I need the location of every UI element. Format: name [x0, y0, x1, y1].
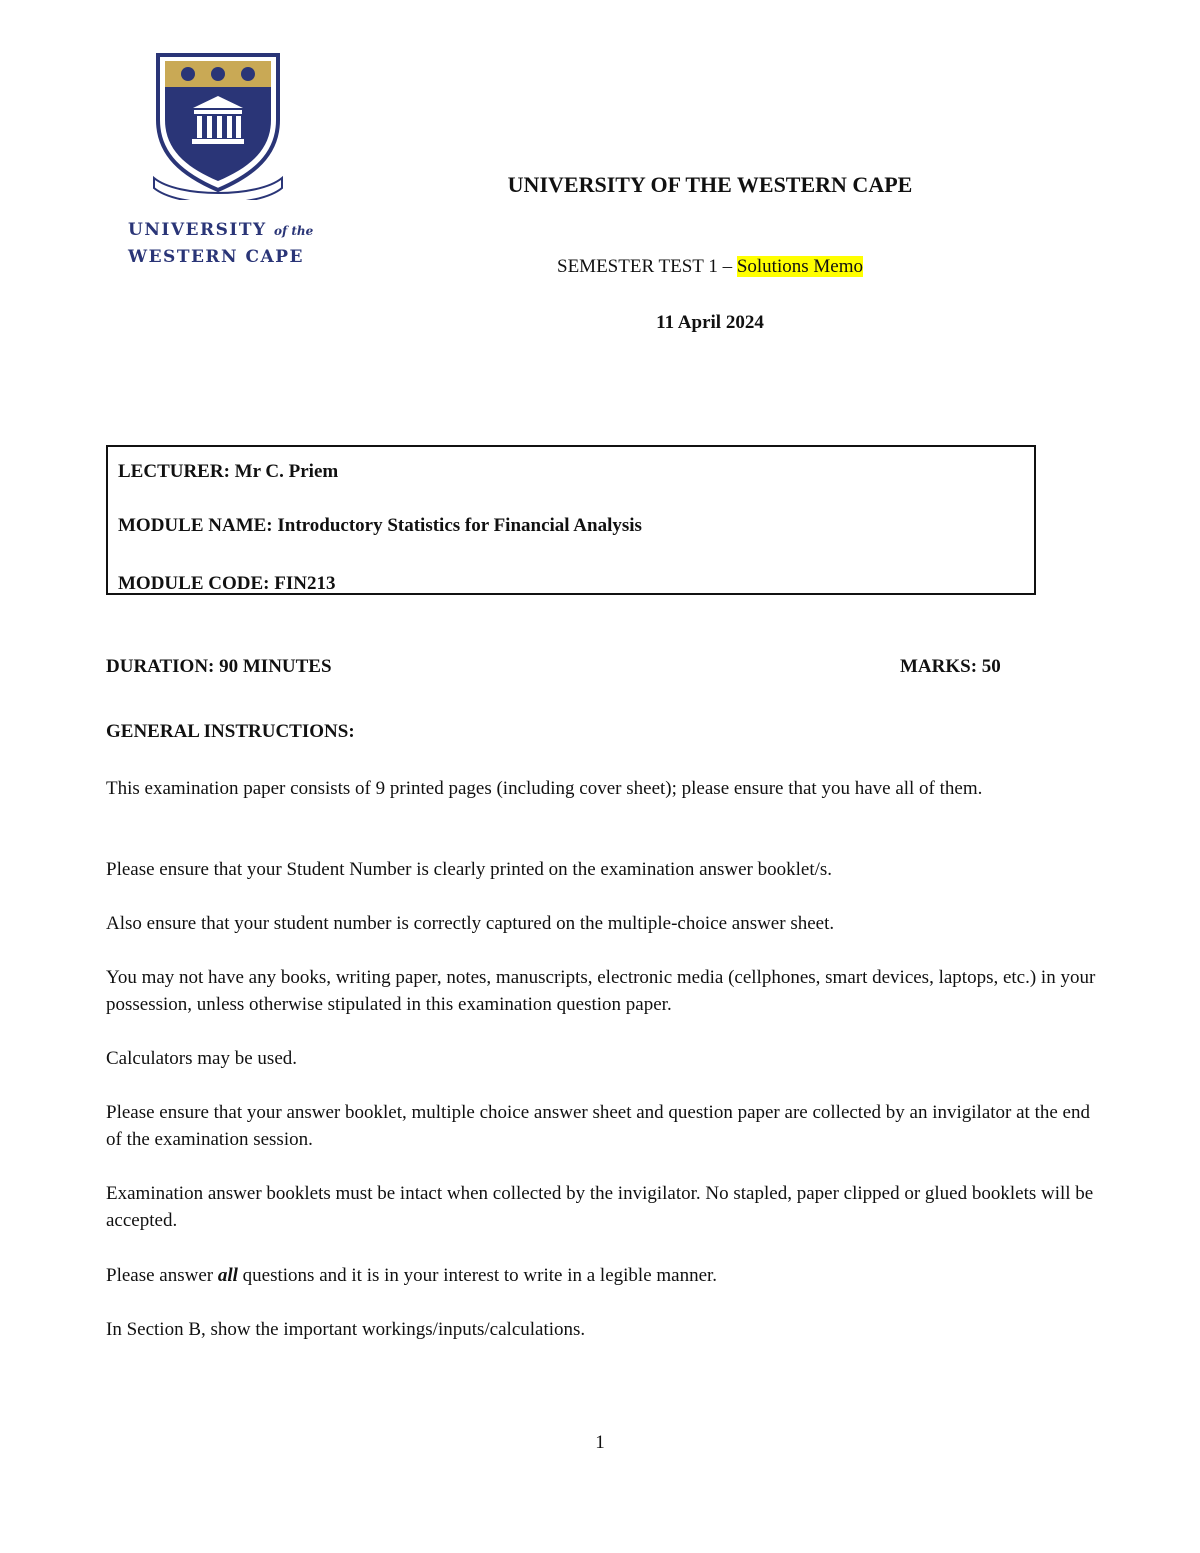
duration-label: DURATION: 90 MINUTES [106, 656, 332, 677]
logo-name-line1-suffix: of the [274, 224, 314, 238]
instruction-paragraph: Examination answer booklets must be intact when collected by the invigilator. No stapled, paper clipped or glued booklets will be accepted. [106, 1183, 1094, 1231]
p8-emphasis: all [217, 1265, 238, 1286]
instruction-paragraph: This examination paper consists of 9 printed pages (including cover sheet); please ensure that you have all of them. [106, 778, 983, 799]
page-number: 1 [595, 1432, 605, 1453]
logo-name-line1: UNIVERSITY [128, 220, 267, 240]
lecturer-line: LECTURER: Mr C. Priem [118, 461, 339, 482]
module-name-line: MODULE NAME: Introductory Statistics for Financial Analysis [118, 515, 642, 536]
instruction-paragraph: In Section B, show the important workings/inputs/calculations. [106, 1319, 586, 1340]
instruction-paragraph: Also ensure that your student number is correctly captured on the multiple-choice answer sheet. [106, 913, 835, 934]
module-code-line: MODULE CODE: FIN213 [118, 573, 336, 594]
instruction-paragraph: Please ensure that your answer booklet, multiple choice answer sheet and question paper are collected by an invigilator at the end of the examination session. [106, 1102, 1090, 1150]
p8-prefix: Please answer [106, 1265, 218, 1286]
marks-label: MARKS: 50 [900, 656, 1001, 677]
instruction-paragraph [106, 1262, 1106, 1289]
university-logo [128, 50, 313, 270]
subtitle-highlight: Solutions Memo [736, 256, 863, 277]
test-date: 11 April 2024 [656, 312, 764, 333]
p8-suffix: questions and it is in your interest to write in a legible manner. [237, 1265, 718, 1286]
instruction-paragraph: You may not have any books, writing paper, notes, manuscripts, electronic media (cellphones, smart devices, laptops, etc.) in your possession, unless otherwise stipulated in this examination question paper. [106, 967, 1096, 1015]
page-subtitle [0, 256, 1200, 278]
logo-name-line2: WESTERN CAPE [128, 247, 304, 267]
instructions-heading: GENERAL INSTRUCTIONS: [106, 721, 355, 742]
module-info-box [106, 445, 1036, 595]
instruction-paragraph: Calculators may be used. [106, 1048, 298, 1069]
instruction-paragraph: Please ensure that your Student Number is clearly printed on the examination answer booklet/s. [106, 859, 833, 880]
page-title: UNIVERSITY OF THE WESTERN CAPE [507, 172, 913, 197]
subtitle-prefix: SEMESTER TEST 1 – [557, 256, 737, 277]
